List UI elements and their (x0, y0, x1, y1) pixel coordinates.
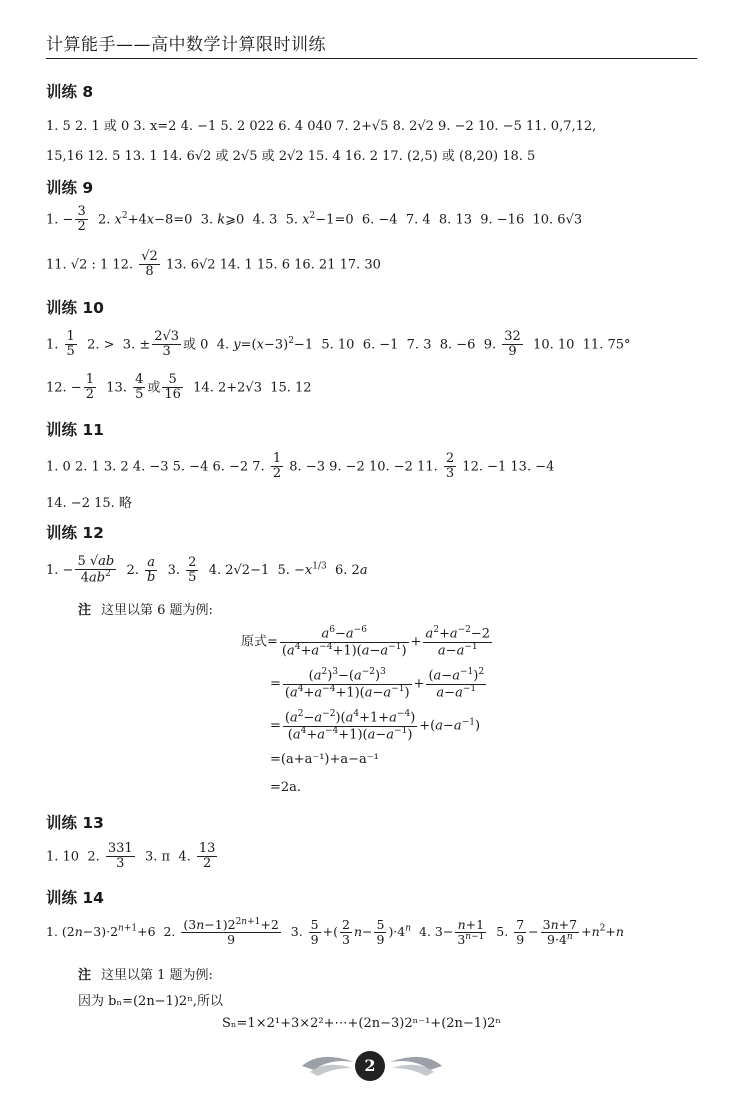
sum-formula: Sₙ=1×2¹+3×2²+⋯+(2n−3)2ⁿ⁻¹+(2n−1)2ⁿ (222, 1016, 502, 1031)
note-label: 注 (78, 603, 92, 618)
leaf-ornament-icon (388, 1046, 444, 1080)
derivation-step: =2a. (270, 780, 302, 795)
section-title: 训练 13 (46, 814, 104, 832)
section-title: 训练 10 (46, 299, 104, 317)
page-number: 2 (355, 1051, 385, 1081)
note-label: 注 (78, 968, 92, 983)
note-line (78, 964, 213, 983)
derivation-step: =(a+a⁻¹)+a−a⁻¹ (270, 752, 379, 767)
note-line (78, 599, 213, 618)
answer-line: 12. − $\frac{1}{2}$ 13. $\frac{4}{5}$ 或 $\frac{5}{16}$ 14. 2+2√3 15. 12 (46, 372, 312, 403)
answer-line: 14. −2 15. 略 (46, 496, 132, 511)
answer-text: 13. 6√2 14. 1 15. 6 16. 21 17. 30 (165, 257, 381, 273)
answer-line: 1. − $\frac{3}{2}$ 2. $x^2+4x-8=0$ 3. k⩾0 4. 3 5. $x^2-1=0$ 6. −4 7. 4 8. 13 9. −16 10. 6√3 (46, 204, 583, 235)
section-title: 训练 14 (46, 889, 104, 907)
answer-line: 1. − $\frac{5 √ab}{4ab^2}$ 2. $\frac{a}{b}$ 3. $\frac{2}{5}$ 4. 2√2−1 5. $-x^{1/3}$ 6. 2a (46, 554, 368, 586)
note-text: 这里以第 6 题为例: (101, 603, 213, 618)
section-title: 训练 8 (46, 83, 94, 101)
answer-line: 11. √2 : 1 12. $\frac{√2}{8}$ 13. 6√2 14. 1 15. 6 16. 21 17. 30 (46, 249, 381, 280)
deriv-prefix: = (270, 676, 281, 692)
leaf-ornament-icon (300, 1046, 356, 1080)
answer-line: 1. 5 2. 1 或 0 3. x=2 4. −1 5. 2 022 6. 4 040 7. 2+√5 8. 2√2 9. −2 10. −5 11. 0,7,12, (46, 119, 597, 134)
page-header: 计算能手——高中数学计算限时训练 (46, 35, 326, 55)
deriv-prefix: 原式= (241, 634, 278, 650)
answer-text: 11. √2 : 1 12. (46, 257, 134, 273)
answer-text: 12. −1 13. −4 (462, 459, 555, 475)
derivation-step: = $\frac{(a^2)^3-(a^{-2})^3}{(a^4+a^{-4}+1)(a-a^{-1})}$ + $\frac{(a-a^{-1})^2}{a-a^{-1}}$ (270, 667, 485, 700)
derivation-step: 原式= $\frac{a^6-a^{-6}}{(a^4+a^{-4}+1)(a-a^{-1})}$ + $\frac{a^2+a^{-2}-2}{a-a^{-1}}$ (241, 625, 491, 658)
answer-text: 8. −3 9. −2 10. −2 11. (289, 459, 438, 475)
section-title: 训练 11 (46, 421, 104, 439)
answer-line: 15,16 12. 5 13. 1 14. 6√2 或 2√5 或 2√2 15. 4 16. 2 17. (2,5) 或 (8,20) 18. 5 (46, 149, 536, 164)
answer-line: 1. $(2n-3)\cdot 2^{n+1}+6$ 2. $\frac{(3n-1)2^{2n+1}+2}{9}$ 3. $\frac{5}{9}$ +( $\frac{2}{3}$ n− $\frac{5}{9}$ )$\cdot 4^n$ 4. 3− $\frac{n+1}{3^{n-1}}$ 5. $\frac{7}{9}$ − $\frac{3n+7}{9\cdot 4^n}$ $+n^2+n$ (46, 917, 624, 947)
answer-line: 1. $\frac{1}{5}$ 2. > 3. ± $\frac{2√3}{3}$ 或 0 4. $y=(x-3)^2-1$ 5. 10 6. −1 7. 3 8. −6 9. $\frac{32}{9}$ 10. 10 11. 75° (46, 329, 631, 360)
answer-line: 1. 0 2. 1 3. 2 4. −3 5. −4 6. −2 7. $\frac{1}{2}$ 8. −3 9. −2 10. −2 11. $\frac{2}{3}$ 12. −1 13. −4 (46, 451, 555, 482)
derivation-step: = $\frac{(a^2-a^{-2})(a^4+1+a^{-4})}{(a^4+a^{-4}+1)(a-a^{-1})}$ $+(a-a^{-1})$ (270, 709, 481, 742)
section-title: 训练 9 (46, 179, 94, 197)
header-rule (46, 58, 697, 59)
section-title: 训练 12 (46, 524, 104, 542)
note-text: 这里以第 1 题为例: (101, 968, 213, 983)
because-line: 因为 bₙ=(2n−1)2ⁿ,所以 (78, 994, 223, 1009)
answer-line: 1. 10 2. $\frac{331}{3}$ 3. π 4. $\frac{13}{2}$ (46, 841, 216, 872)
deriv-prefix: = (270, 718, 281, 734)
answer-text: 1. 0 2. 1 3. 2 4. −3 5. −4 6. −2 7. (46, 459, 265, 475)
